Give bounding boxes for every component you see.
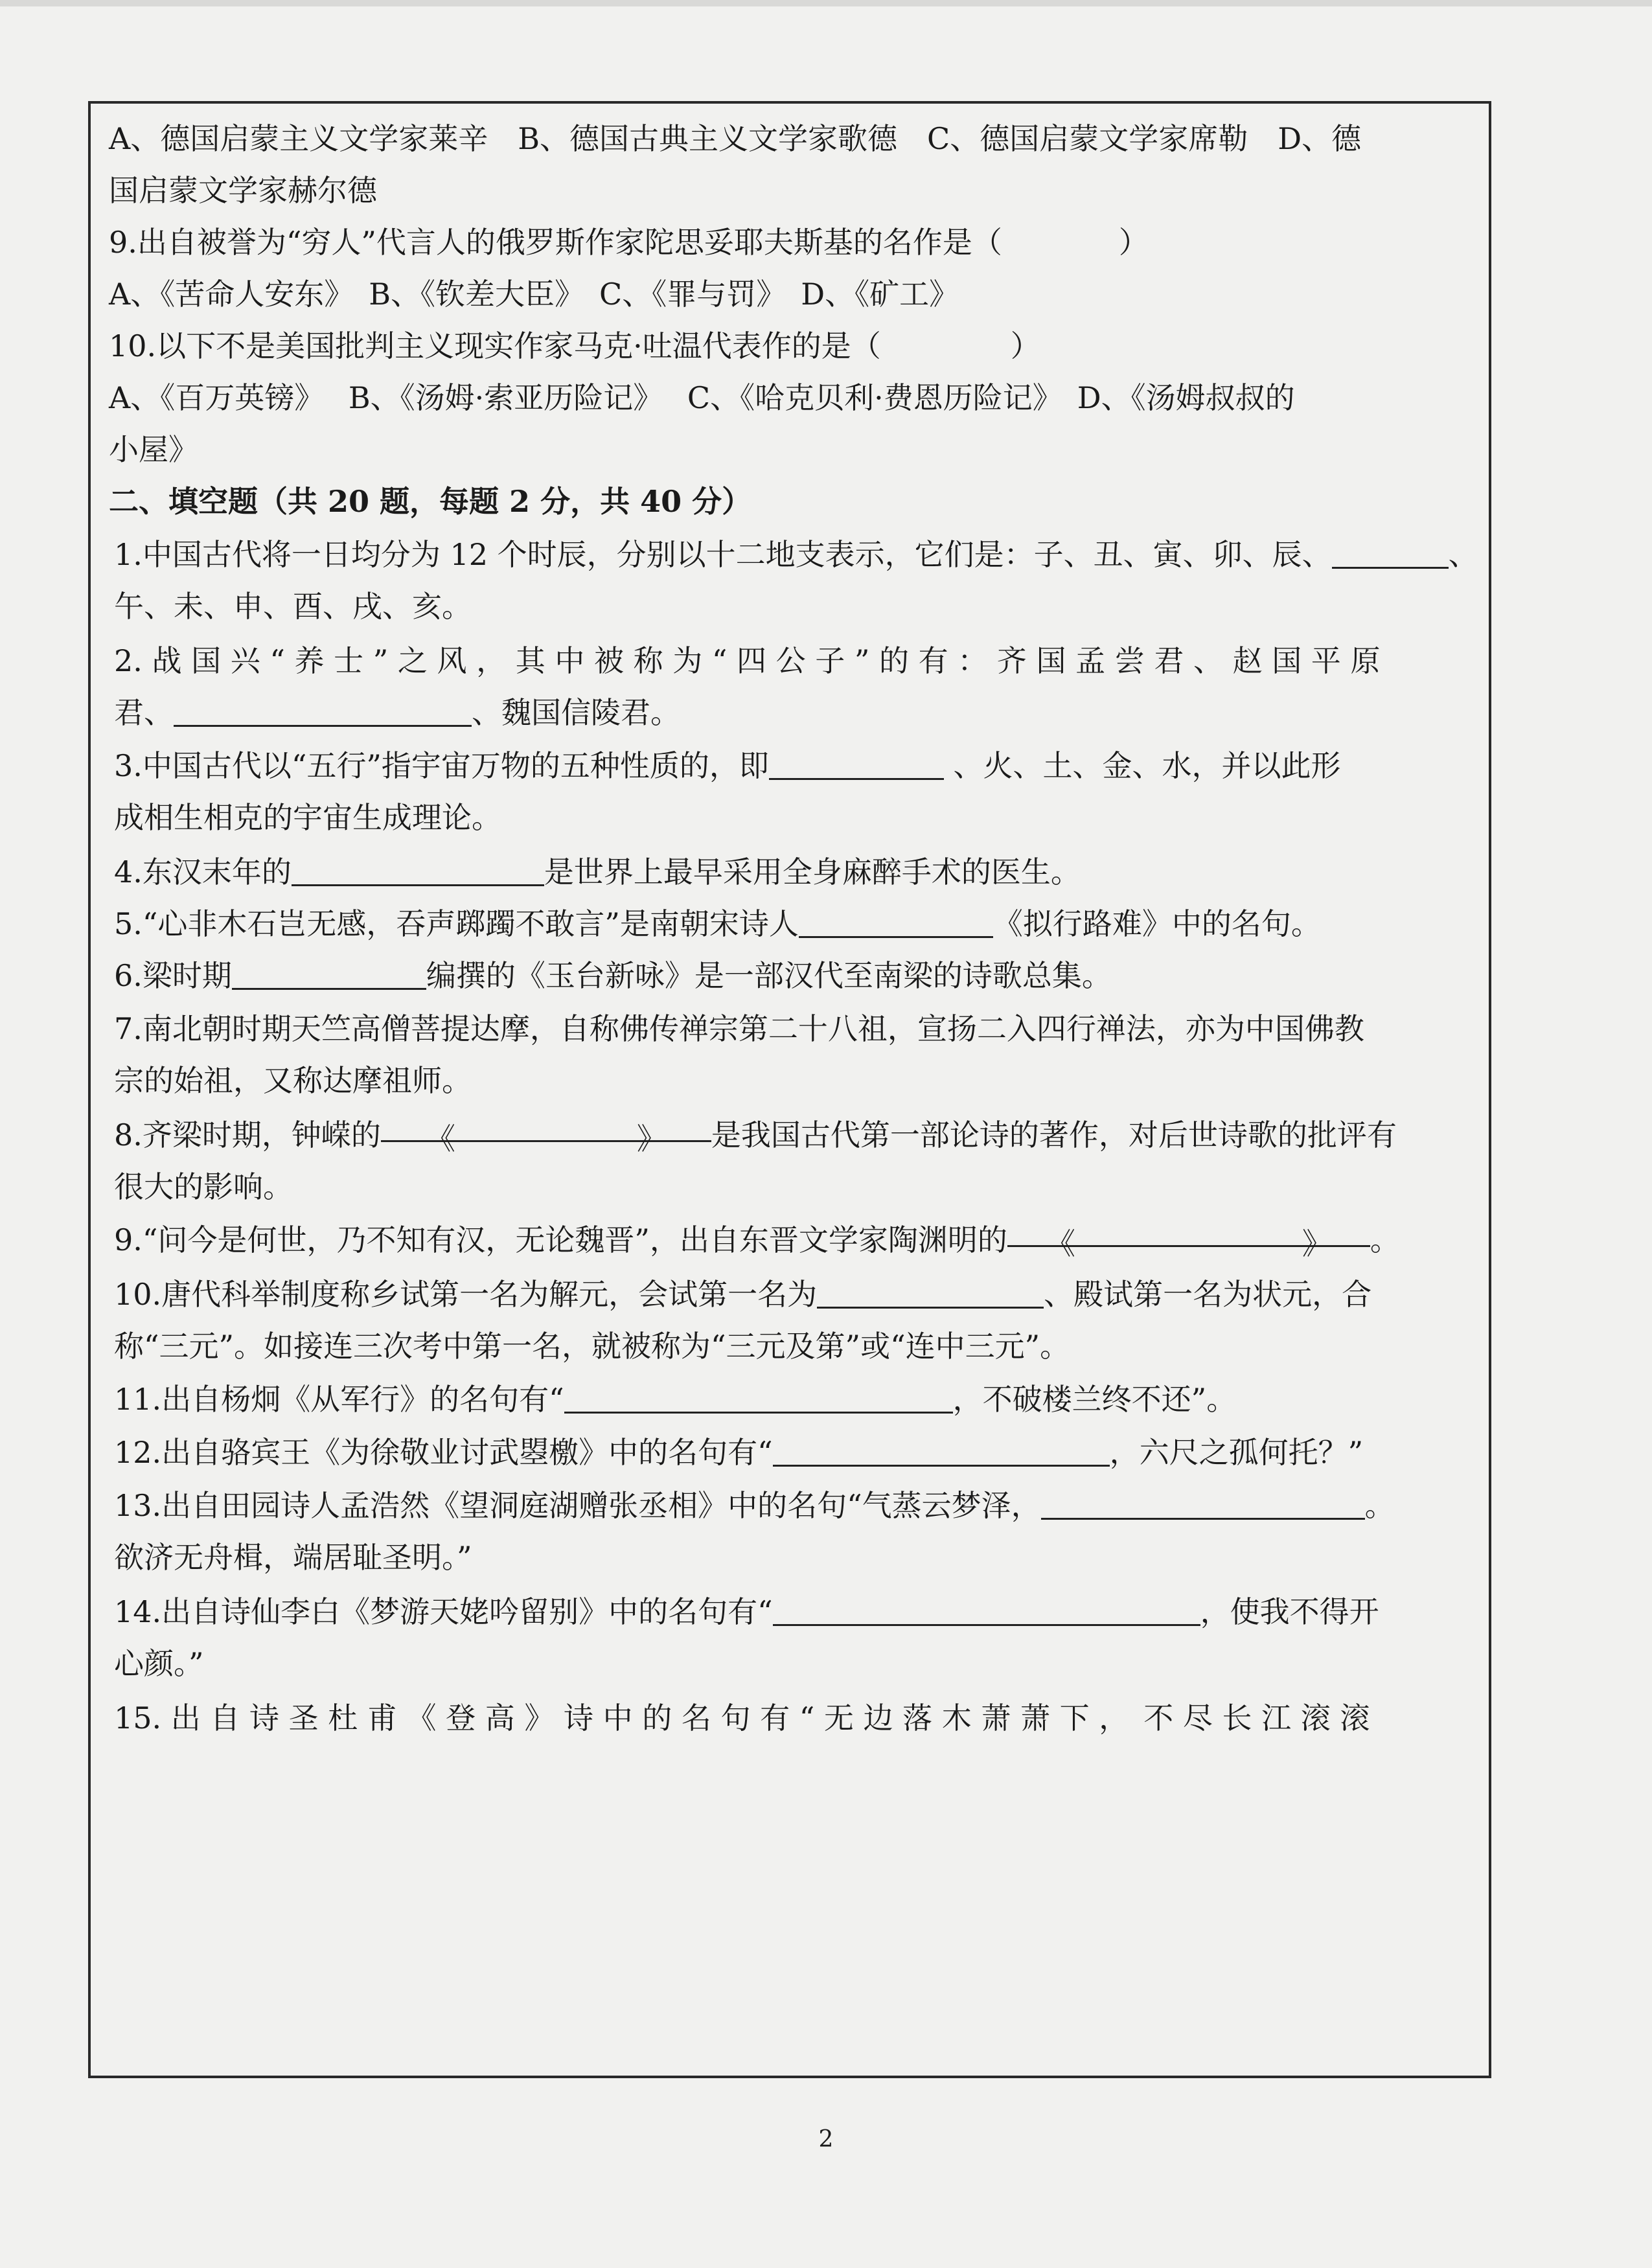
answer-blank-3[interactable]	[769, 751, 944, 780]
answer-blank-8[interactable]: 《 》	[381, 1113, 711, 1142]
fill-12: 12.出自骆宾王《为徐敬业讨武曌檄》中的名句有“ ，六尺之孤何托？”	[114, 1435, 1364, 1470]
fill-7-cont: 宗的始祖，又称达摩祖师。	[114, 1063, 472, 1098]
fill-9: 9.“问今是何世，乃不知有汉，无论魏晋”，出自东晋文学家陶渊明的 《 》 。	[114, 1214, 1472, 1266]
fill-13: 13.出自田园诗人孟浩然《望洞庭湖赠张丞相》中的名句“气蒸云梦泽， 。	[114, 1488, 1395, 1523]
answer-blank-2[interactable]	[174, 698, 472, 727]
answer-blank-9[interactable]: 《 》	[1007, 1218, 1370, 1247]
fill-10: 10.唐代科举制度称乡试第一名为解元，会试第一名为 、殿试第一名为状元，合	[114, 1277, 1372, 1312]
fill-8: 8.齐梁时期，钟嵘的 《 》 是我国古代第一部论诗的著作，对后世诗歌的批评有	[114, 1109, 1472, 1161]
fill-3-cont: 成相生相克的宇宙生成理论。	[114, 800, 501, 835]
answer-blank-13[interactable]	[1041, 1491, 1365, 1520]
answer-blank-4[interactable]	[292, 857, 544, 886]
fill-1-cont: 午、未、申、酉、戌、亥。	[114, 589, 472, 624]
q8-options-line2	[109, 165, 1472, 216]
section-fill-in-heading: 二、填空题（共 20 题，每题 2 分，共 40 分）	[109, 484, 752, 519]
q10-options: A、《百万英镑》 B、《汤姆·索亚历险记》 C、《哈克贝利·费恩历险记》 D、《汤姆叔叔的	[109, 380, 1295, 415]
fill-3: 3.中国古代以“五行”指宇宙万物的五种性质的，即 、火、土、金、水，并以此形	[114, 748, 1341, 783]
q8-options: A、德国启蒙主义文学家莱辛 B、德国古典主义文学家歌德 C、德国启蒙文学家席勒 D、德	[109, 121, 1362, 156]
answer-blank-14[interactable]	[773, 1597, 1200, 1626]
fill-15: 15. 出 自 诗 圣 杜 甫 《 登 高 》 诗 中 的 名 句 有 “ 无 边 落 木 萧 萧 下 ， 不 尽 长 江 滚 滚	[114, 1701, 1370, 1735]
page-number: 2	[818, 2126, 834, 2153]
q9-options: A、《苦命人安东》 B、《钦差大臣》 C、《罪与罚》 D、《矿工》	[109, 277, 959, 312]
scan-top-edge	[0, 0, 1652, 6]
fill-10-cont: 称“三元”。如接连三次考中第一名，就被称为“三元及第”或“连中三元”。	[114, 1329, 1070, 1364]
fill-8-cont: 很大的影响。	[114, 1169, 293, 1204]
fill-2: 2. 战 国 兴 “ 养 士 ” 之 风 ， 其 中 被 称 为 “ 四 公 子 ” 的 有 ： 齐 国 孟 尝 君 、 赵 国 平 原	[114, 643, 1381, 678]
answer-blank-11[interactable]	[564, 1384, 953, 1414]
answer-blank-10[interactable]	[817, 1279, 1044, 1309]
q8-options-cont: 国启蒙文学家赫尔德	[109, 173, 377, 208]
answer-blank-6[interactable]	[232, 961, 426, 990]
fill-4: 4.东汉末年的 是世界上最早采用全身麻醉手术的医生。	[114, 854, 1081, 889]
fill-7: 7.南北朝时期天竺高僧菩提达摩，自称佛传禅宗第二十八祖，宣扬二入四行禅法，亦为中国佛教	[114, 1011, 1364, 1046]
answer-blank-1[interactable]	[1332, 540, 1449, 569]
q10-options-cont: 小屋》	[109, 432, 198, 467]
answer-blank-12[interactable]	[773, 1438, 1110, 1467]
fill-2-cont: 君、 、魏国信陵君。	[114, 695, 680, 730]
answer-blank-5[interactable]	[799, 909, 993, 938]
fill-13-cont: 欲济无舟楫，端居耻圣明。”	[114, 1540, 472, 1575]
fill-14-cont: 心颜。”	[114, 1646, 204, 1681]
q9-stem: 9.出自被誉为“穷人”代言人的俄罗斯作家陀思妥耶夫斯基的名作是（ ）	[109, 225, 1149, 260]
q8-options-line	[109, 113, 1472, 165]
fill-14: 14.出自诗仙李白《梦游天姥吟留别》中的名句有“ ，使我不得开	[114, 1594, 1379, 1629]
fill-6: 6.梁时期 编撰的《玉台新咏》是一部汉代至南梁的诗歌总集。	[114, 958, 1112, 993]
fill-5: 5.“心非木石岂无感，吞声踯躅不敢言”是南朝宋诗人 《拟行路难》中的名句。	[114, 906, 1321, 941]
fill-11: 11.出自杨炯《从军行》的名句有“ ，不破楼兰终不还”。	[114, 1382, 1237, 1417]
q10-stem: 10.以下不是美国批判主义现实作家马克·吐温代表作的是（ ）	[109, 328, 1040, 363]
fill-1: 1.中国古代将一日均分为 12 个时辰，分别以十二地支表示，它们是：子、丑、寅、卯、辰、 、	[114, 537, 1478, 572]
question-frame	[88, 101, 1491, 2078]
